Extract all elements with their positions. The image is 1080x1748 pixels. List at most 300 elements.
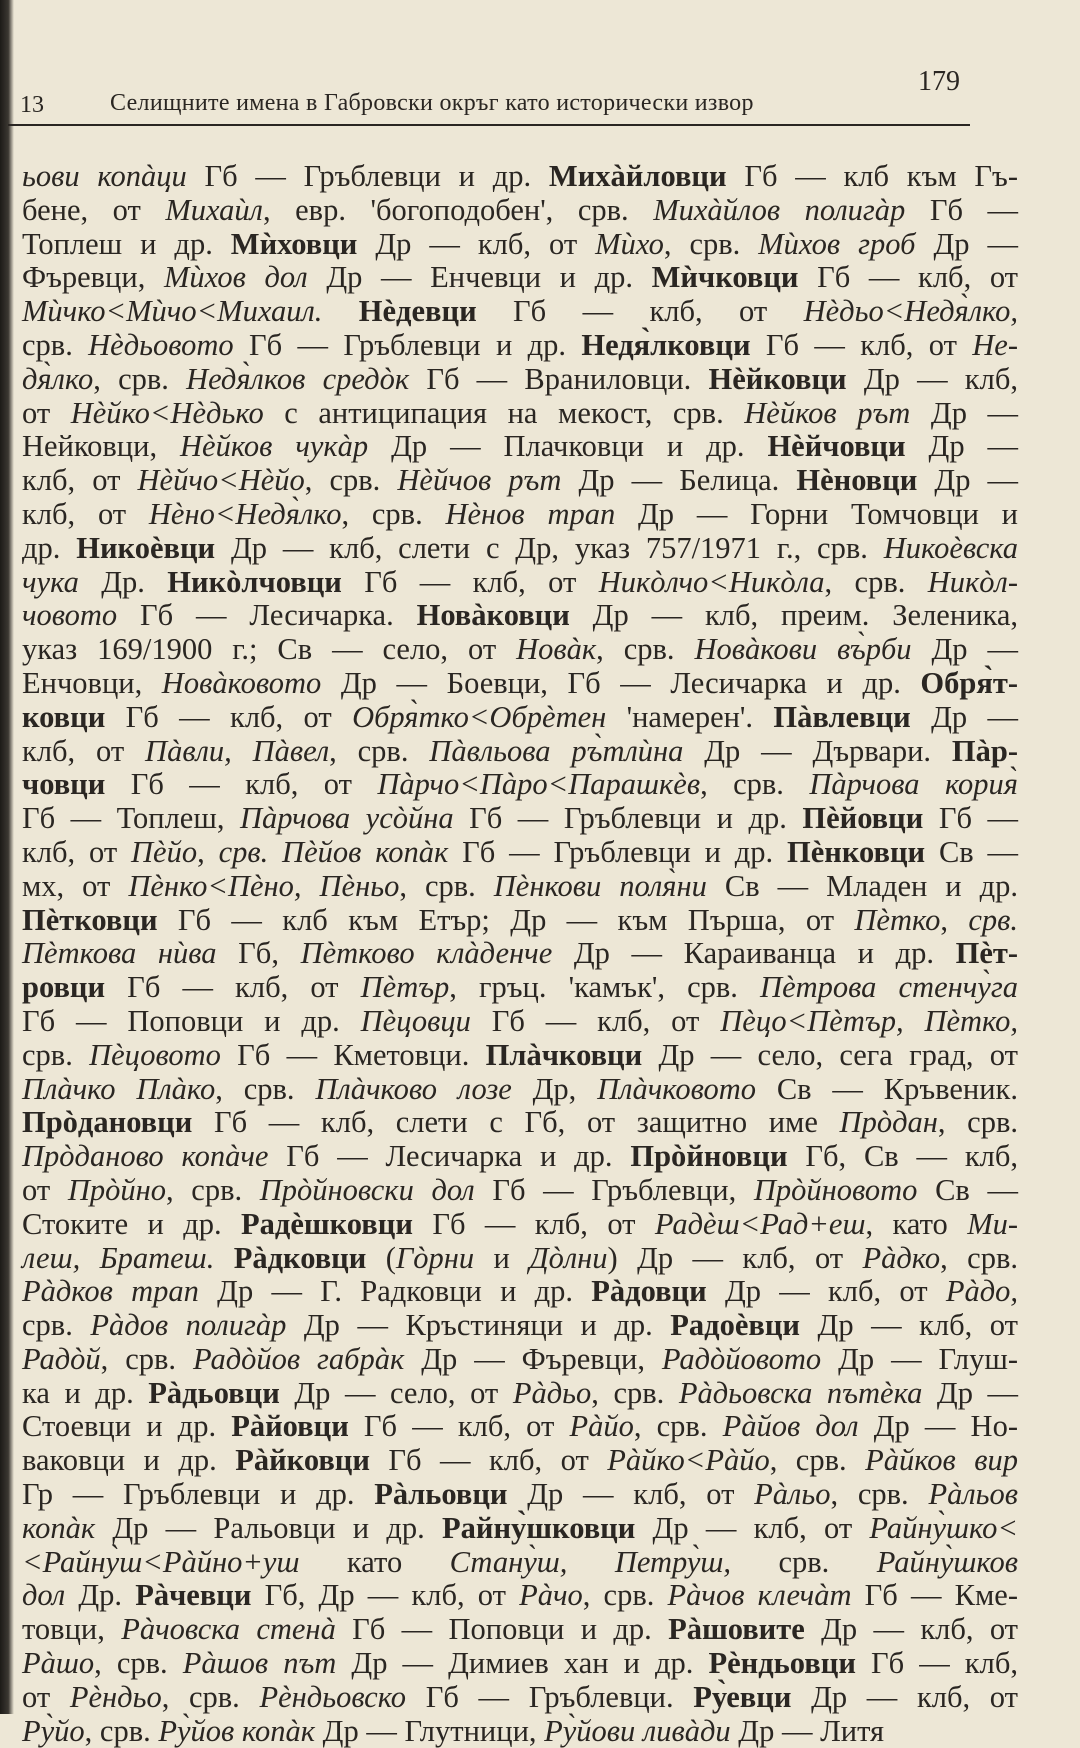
text-run: от (22, 395, 71, 430)
place-name: Пàвлевци (773, 699, 911, 734)
text-run: Др — клб, (846, 361, 1018, 396)
italic-term: дя̀лко (22, 361, 94, 396)
italic-term: Прòдан (839, 1105, 938, 1140)
text-run: Енчовци, (22, 665, 162, 700)
text-run: Др — село, от (279, 1375, 513, 1410)
text-line (22, 1613, 1018, 1647)
text-run: Гб — Кметовци. (220, 1037, 486, 1072)
text-line (22, 363, 1018, 397)
text-run: Др — Плачковци и др. (368, 429, 768, 464)
running-header (20, 62, 970, 118)
italic-term: срв. Пèйов копàк (218, 834, 449, 869)
text-line (22, 971, 1018, 1005)
text-run: Др — Белица. (561, 463, 797, 498)
italic-term: Рàчовска стенà (121, 1612, 336, 1647)
text-run: срв. (22, 1037, 90, 1072)
italic-term: Рàйо (569, 1409, 634, 1444)
place-name: Пèнковци (786, 834, 926, 869)
text-run: Др — (910, 395, 1019, 430)
text-run: Др — (915, 226, 1018, 261)
text-run: Гб — клб, от (476, 294, 804, 329)
italic-term: Нèйков чукàр (180, 429, 369, 464)
text-run: Гб — клб, от (105, 970, 361, 1005)
italic-term: Никòлчо<Никòла (598, 564, 825, 599)
text-run: , срв. (341, 496, 446, 531)
place-name: ковци (22, 699, 106, 734)
text-run: Др — клб, преим. Зеленика, (569, 598, 1018, 633)
text-line (22, 802, 1018, 836)
italic-term: Недя̀лков средòк (186, 361, 410, 396)
text-run: , срв. (94, 1646, 183, 1681)
italic-term: Пàрчо<Пàро<Парашкѐв (377, 767, 701, 802)
text-run: Др — Но- (858, 1409, 1018, 1444)
text-run: Гб — Лесичарка и др. (268, 1139, 631, 1174)
italic-term: Рàдко (862, 1240, 941, 1275)
text-run: Др — Димиев хан и др. (336, 1646, 709, 1681)
text-run: Гб, Др — клб, от (251, 1578, 520, 1613)
text-run: указ 169/1900 г.; Св — село, от (22, 632, 517, 667)
text-run: Др — клб, от (706, 1274, 946, 1309)
text-run: Гб — клб, слети с Гб, от защитно име (192, 1105, 840, 1140)
italic-term: Гòрни (395, 1240, 475, 1275)
italic-term: Прòйновски дол (259, 1172, 475, 1207)
text-run: Др — (905, 429, 1018, 464)
text-line (22, 1106, 1018, 1140)
italic-term: Рàдов полигàр (90, 1308, 287, 1343)
text-run: Топлеш и др. (22, 226, 231, 261)
text-run: , срв. (93, 361, 187, 396)
text-run: , гръц. 'камък', срв. (449, 970, 761, 1005)
text-run: , срв. (940, 1240, 1018, 1275)
header-rule (8, 124, 970, 126)
text-line (22, 1309, 1018, 1343)
text-run: от (22, 1679, 70, 1714)
text-run: Др — Кръстиняци и др. (286, 1308, 671, 1343)
italic-term: Плàчково лозе (315, 1071, 512, 1106)
text-line (22, 194, 1018, 228)
text-run: Др — Ральовци и др. (95, 1510, 442, 1545)
text-run: Гб — Гръблевци и др. (186, 159, 549, 193)
text-line (22, 667, 1018, 701)
text-line (22, 295, 1018, 329)
italic-term: човото (22, 598, 118, 633)
text-run: , срв. (591, 1375, 679, 1410)
text-line (22, 870, 1018, 904)
text-run: Др — клб, от (635, 1510, 870, 1545)
italic-term: Ру̀йов копàк (158, 1713, 316, 1748)
italic-term: Рàдьо (512, 1375, 592, 1410)
italic-term: Пèтково клàденче (300, 936, 553, 971)
text-run: , (197, 834, 219, 869)
text-run: Др — клб, от (507, 1477, 755, 1512)
text-run: Др — Глутници, (315, 1713, 545, 1748)
text-run: Др — Боевци, Гб — Лесичарка и др. (321, 665, 921, 700)
text-run: , срв. (100, 1341, 193, 1376)
text-line (22, 160, 1018, 194)
text-run: , срв. (304, 463, 398, 498)
text-run: Гб — клб, от (341, 564, 599, 599)
running-title: Селищните имена в Габровски окръг като исторически извор (110, 90, 754, 116)
italic-term: Михаѝл (165, 192, 263, 227)
italic-term: Ми- (967, 1206, 1019, 1241)
italic-term: Рàйов дол (722, 1409, 859, 1444)
text-line (22, 498, 1018, 532)
text-run: Др — Горни Томчовци и (615, 496, 1018, 531)
text-run: Гб — клб към Гъ- (726, 159, 1018, 193)
text-run: Др — клб, от (804, 1612, 1019, 1647)
italic-term: Новàковото (161, 665, 322, 700)
place-name: Райну̀шковци (442, 1510, 636, 1545)
text-run: Гб — Лесичарка. (117, 598, 417, 633)
text-run: Гр — Гръблевци и др. (22, 1477, 375, 1512)
italic-term: Не- (972, 327, 1018, 362)
italic-term: Пèтър (360, 970, 450, 1005)
text-line (22, 701, 1018, 735)
place-name: Никòлчовци (167, 564, 342, 599)
italic-term: Нèдьо<Недя̀лко, (803, 294, 1018, 329)
italic-term: Пèткова нѝва (22, 936, 217, 971)
text-run: Др — клб, слети с Др, указ 757/1971 г., срв. (215, 530, 884, 565)
text-line (22, 1444, 1018, 1478)
text-line (22, 1343, 1018, 1377)
text-line (22, 228, 1018, 262)
italic-term: дол (22, 1578, 66, 1613)
italic-term: Новàкови въ̀рби (694, 632, 912, 667)
text-line (22, 1275, 1018, 1309)
text-line (22, 1579, 1018, 1613)
italic-term: Пàвли, Пàвел (145, 733, 330, 768)
italic-term: Пèнко<Пèно, Пèньо (128, 868, 400, 903)
text-line (22, 1478, 1018, 1512)
text-run: срв. (731, 1544, 877, 1579)
text-run: , срв. (830, 1477, 929, 1512)
italic-term: Рàшо (22, 1646, 95, 1681)
text-run: , срв. (700, 767, 810, 802)
text-run: Гб — Гръблевци. (406, 1679, 694, 1714)
text-run: Гб — Поповци и др. (22, 1003, 361, 1038)
text-run: , срв. (215, 1071, 316, 1106)
italic-term: Пàрчова усòйна (239, 801, 454, 836)
text-run: , срв. (84, 1713, 159, 1748)
italic-term: Дòлни (529, 1240, 608, 1275)
text-run: с антиципация на мекост, срв. (263, 395, 745, 430)
place-name: Рàдьовци (148, 1375, 280, 1410)
italic-term: Пàвльова ръ̀тлѝна (429, 733, 684, 768)
text-run: Гб — клб, от (750, 327, 973, 362)
text-run: Гб — Гръблевци, (474, 1172, 754, 1207)
text-run: Др — клб, от (791, 1679, 1018, 1714)
italic-term: Мѝхов дол (163, 260, 308, 295)
text-line (22, 1039, 1018, 1073)
italic-term: Рàдков трап (22, 1274, 199, 1309)
text-line (22, 1242, 1018, 1276)
italic-term: <Райну̀ш<Рàйно+уш (22, 1544, 300, 1579)
text-line (22, 329, 1018, 363)
italic-term: Новàк (516, 632, 597, 667)
place-name: Пèтковци (22, 902, 158, 937)
text-run: клб, от (22, 496, 149, 531)
italic-term: Райну̀шко< (869, 1510, 1018, 1545)
text-line (22, 430, 1018, 464)
text-run: Св — (925, 834, 1019, 869)
text-run: мх, от (22, 868, 129, 903)
text-line (22, 1410, 1018, 1444)
text-run: Гб — (905, 192, 1018, 227)
text-run: , срв. (596, 632, 695, 667)
text-run: Гб — (923, 801, 1018, 836)
text-run: , като (865, 1206, 968, 1241)
italic-term: Райну̀шков (876, 1544, 1018, 1579)
text-run: , срв. (166, 1172, 260, 1207)
text-run: , срв. (582, 1578, 668, 1613)
text-run: ка и др. (22, 1375, 149, 1410)
italic-term: Стану̀ш, Петру̀ш, (449, 1544, 732, 1579)
folio-left: 13 (20, 92, 44, 118)
text-run: Св — (917, 1172, 1018, 1207)
italic-term: Пèтко (854, 902, 941, 937)
text-run: др. (22, 530, 77, 565)
place-name: Пàр- (951, 733, 1018, 768)
text-run: Др — Г. Радковци и др. (198, 1274, 592, 1309)
italic-term: Рàдо, (945, 1274, 1018, 1309)
text-run: , срв. (399, 868, 494, 903)
text-line (22, 532, 1018, 566)
text-run: Св — Кръвеник. (756, 1071, 1018, 1106)
text-line (22, 397, 1018, 431)
place-name: Нèдевци (358, 294, 477, 329)
text-run: , срв. (769, 1443, 866, 1478)
place-name: Радѐшковци (241, 1206, 413, 1241)
italic-term: Мѝхов гроб (758, 226, 916, 261)
text-run: срв. (22, 1308, 91, 1343)
italic-term: Пèцовото (89, 1037, 221, 1072)
text-run: , евр. 'богоподобен', срв. (262, 192, 654, 227)
italic-term: Рàйков вир (865, 1443, 1018, 1478)
text-line (22, 1073, 1018, 1107)
place-name: Обря̀т- (920, 665, 1018, 700)
italic-term: Радòйовото (661, 1341, 822, 1376)
text-run: Гб — клб, от (348, 1409, 570, 1444)
text-run: Др — (911, 632, 1018, 667)
text-run: Гб — клб към Етър; Др — към Пърша, от (157, 902, 855, 937)
text-run: , срв. (633, 1409, 723, 1444)
italic-term: Нèнов трап (445, 496, 616, 531)
place-name: Михàйловци (548, 159, 727, 193)
text-run: срв. (22, 327, 89, 362)
text-line (22, 735, 1018, 769)
italic-term: Нèйчо<Нèйо (137, 463, 305, 498)
italic-term: Пèцо<Пèтър, Пèтко, (720, 1003, 1019, 1038)
italic-term: Рàльо (754, 1477, 831, 1512)
text-run: , срв. (824, 564, 928, 599)
text-run: като (299, 1544, 450, 1579)
place-name: Новàковци (416, 598, 570, 633)
italic-term: Нèйко<Нèдько (70, 395, 264, 430)
italic-term: Ру̀йо (22, 1713, 85, 1748)
text-run (214, 1241, 233, 1275)
text-run: Др. (65, 1578, 136, 1613)
text-line (22, 1512, 1018, 1546)
place-name: Недя̀лковци (581, 327, 751, 362)
text-run: Гб — клб, от (105, 699, 353, 734)
text-run: , срв. (663, 226, 759, 261)
italic-term: Радѐш<Рад+еш (654, 1206, 866, 1241)
text-run: Гб — клб, от (798, 260, 1018, 295)
italic-term: Мѝчко<Мѝчо<Михаил. (22, 294, 323, 329)
text-run: ) Др — клб, от (607, 1240, 863, 1275)
text-line (22, 1174, 1018, 1208)
text-line (22, 836, 1018, 870)
text-run: Гб, (216, 936, 301, 971)
text-run: Гб — Поповци и др. (335, 1612, 669, 1647)
text-line (22, 566, 1018, 600)
text-run: ваковци и др. (22, 1443, 236, 1478)
place-name: ровци (22, 970, 106, 1005)
text-run: и (474, 1240, 530, 1275)
text-line (22, 599, 1018, 633)
text-line (22, 1546, 1018, 1580)
italic-term: Мѝхо (595, 226, 664, 261)
text-run: 'намерен'. (606, 699, 774, 734)
text-line (22, 768, 1018, 802)
italic-term: Рàйко<Рàйо (607, 1443, 770, 1478)
italic-term: Нèйков рът (744, 395, 911, 430)
italic-term: Нèйчов рът (397, 463, 562, 498)
text-line (22, 1005, 1018, 1039)
text-run: Гб — клб, от (369, 1443, 608, 1478)
text-run: Др — Литя (730, 1713, 885, 1748)
text-run: ( (366, 1240, 396, 1275)
text-line (22, 1715, 1018, 1748)
italic-term: Плàчко Плàко (22, 1071, 216, 1106)
italic-term: Ру̀йови ливàди (544, 1713, 731, 1748)
book-spine-shadow (0, 0, 14, 1714)
text-run: Др — Глуш- (821, 1341, 1018, 1376)
text-run: Др — клб, от (800, 1308, 1018, 1343)
text-run: от (22, 1172, 68, 1207)
text-line (22, 261, 1018, 295)
text-run: Гб — Враниловци. (409, 361, 709, 396)
text-run: Нейковци, (22, 429, 180, 464)
text-run: Др — (917, 463, 1019, 498)
place-name: Радоѐвци (670, 1308, 800, 1343)
text-run: Гб — Кме- (851, 1578, 1018, 1613)
text-line (22, 464, 1018, 498)
italic-term: Радòй (22, 1341, 101, 1376)
text-run: Гб — клб, от (412, 1206, 655, 1241)
place-name: Нèновци (796, 463, 918, 498)
text-run: Гб — клб, от (470, 1003, 721, 1038)
place-name: Рàйковци (235, 1443, 370, 1478)
text-run: Гб — Топлеш, (22, 801, 240, 836)
body-text (22, 160, 1018, 1748)
text-run: Стоевци и др. (22, 1409, 232, 1444)
place-name: Рàйовци (231, 1409, 349, 1444)
page-number: 179 (918, 66, 960, 97)
italic-term: Никоѐвска (883, 530, 1018, 565)
place-name: Пèйовци (802, 801, 924, 836)
text-line (22, 633, 1018, 667)
text-line (22, 1377, 1018, 1411)
italic-term: Никòл- (927, 564, 1018, 599)
text-line (22, 937, 1018, 971)
text-run: Гб — клб, от (105, 767, 378, 802)
italic-term: Рàльов (928, 1477, 1018, 1512)
text-run: Св — Младен и др. (706, 868, 1018, 903)
place-name: Рàчевци (135, 1578, 252, 1613)
place-name: Прòйновци (630, 1139, 788, 1174)
italic-term: копàк (22, 1510, 96, 1545)
place-name: Мѝховци (230, 226, 358, 261)
italic-term: Пèцовци (360, 1003, 471, 1038)
text-run: Др — Енчевци и др. (307, 260, 652, 295)
italic-term: Рàчов клечàт (667, 1578, 852, 1613)
italic-term: Рàшов път (182, 1646, 337, 1681)
text-run: товци, (22, 1612, 122, 1647)
text-run: Др — село, сега град, от (642, 1037, 1018, 1072)
italic-term: Рèндьо (69, 1679, 162, 1714)
place-name: Нèйковци (708, 361, 847, 396)
italic-term: чука (22, 564, 79, 599)
italic-term: Рàдьовска пътèка (678, 1375, 923, 1410)
italic-term: срв. (968, 902, 1019, 937)
text-run: Др — (910, 699, 1018, 734)
text-run: клб, от (22, 733, 146, 768)
italic-term: Пàрчова кория̀ (809, 767, 1018, 802)
place-name: Рàльовци (374, 1477, 508, 1512)
text-run: Гб, Св — клб, (787, 1139, 1018, 1174)
italic-term: Прòйно (67, 1172, 167, 1207)
text-run: клб, от (22, 834, 132, 869)
text-line (22, 1140, 1018, 1174)
text-run: клб, от (22, 463, 138, 498)
place-name: Рèндьовци (708, 1646, 856, 1681)
italic-term: Прòйновото (753, 1172, 918, 1207)
italic-term: Нèно<Недя̀лко (148, 496, 342, 531)
text-run: Др — (922, 1375, 1018, 1410)
italic-term: Пèтрова стенчу̀га (760, 970, 1018, 1005)
text-run: бене, от (22, 192, 166, 227)
italic-term: Плàчковото (597, 1071, 756, 1106)
place-name: Прòдановци (22, 1105, 193, 1140)
text-run: , срв. (161, 1679, 260, 1714)
text-run: Стоките и др. (22, 1206, 242, 1241)
italic-term: Радòйов габрàк (192, 1341, 405, 1376)
place-name: Мѝчковци (651, 260, 799, 295)
place-name: Плàчковци (485, 1037, 643, 1072)
place-name: Рàдовци (591, 1274, 707, 1309)
text-run: Др. (78, 564, 168, 599)
italic-term: Прòданово копàче (22, 1139, 269, 1174)
italic-term: Обря̀тко<Обрèтен (352, 699, 607, 734)
text-run: Фъревци, (22, 260, 164, 295)
text-line (22, 1208, 1018, 1242)
text-run: Др — клб, от (357, 226, 596, 261)
italic-term: Михàйлов полигàр (653, 192, 906, 227)
text-run: Др — Фъревци, (404, 1341, 662, 1376)
place-name: Пèт- (955, 936, 1019, 971)
text-run: , срв. (937, 1105, 1018, 1140)
italic-term: Нèдьовото (88, 327, 234, 362)
text-run: , (940, 902, 969, 937)
text-line (22, 1681, 1018, 1715)
text-run: Гб — Гръблевци и др. (448, 834, 787, 869)
text-run: Др — Дървари. (683, 733, 952, 768)
text-run: , срв. (329, 733, 430, 768)
text-line (22, 904, 1018, 938)
text-line (22, 1647, 1018, 1681)
italic-term: Рàчо (519, 1578, 583, 1613)
